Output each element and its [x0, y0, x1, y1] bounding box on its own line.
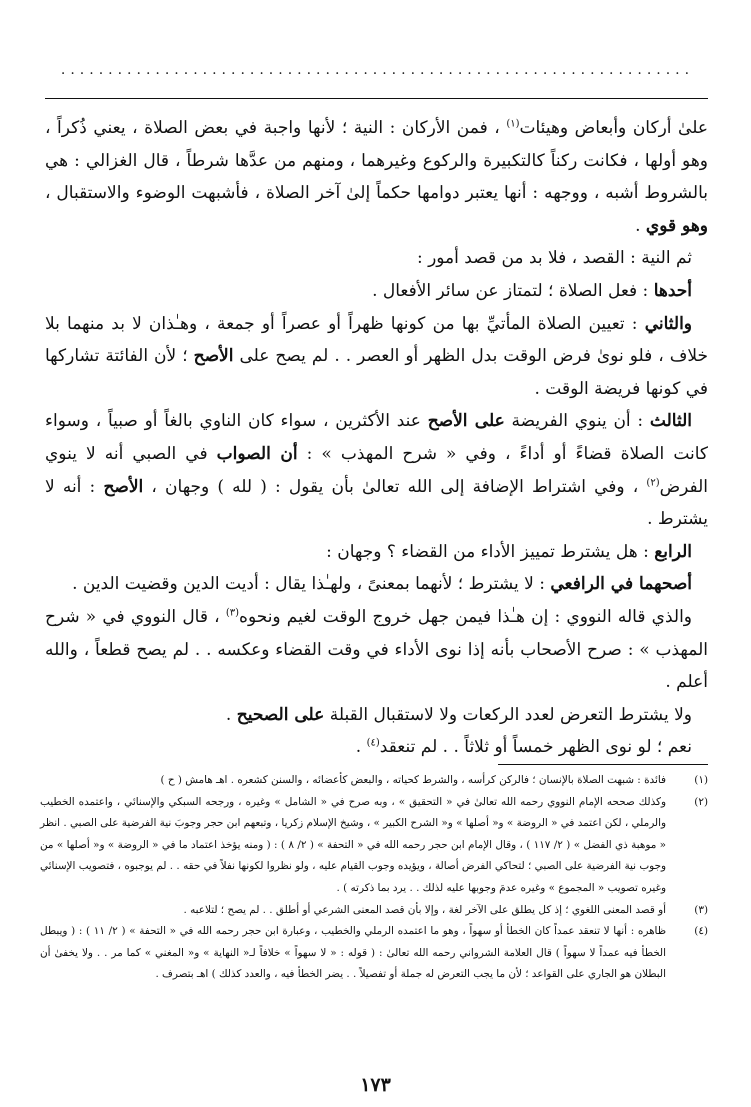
- header-rule: [45, 98, 708, 99]
- footnote-ref-4[interactable]: (٤): [366, 737, 380, 749]
- footnote-number: (١): [694, 774, 708, 786]
- paragraph: أصحهما في الرافعي : لا يشترط ؛ لأنهما بمعنىً ، ولهـٰذا يقال : أديت الدين وقضيت الدين .: [72, 574, 692, 595]
- footnote: [40, 921, 708, 986]
- paragraph: والذي قاله النووي : إن هـٰذا فيمن جهل خروج الوقت لغيم ونحوه$^{(٣)}$ ، قال النووي في « شرح المهذب » : صرح الأصحاب بأنه إذا نوى الأداء في وقت القضاء وعكسه . . لم يصح قطعاً ، والله أعلم .: [45, 606, 708, 693]
- footnote: [40, 792, 708, 900]
- footnote-number: (٤): [694, 925, 708, 938]
- footnote: [40, 900, 708, 922]
- footnote-ref-3[interactable]: (٣): [225, 607, 240, 619]
- footnote-text: أو قصد المعنى اللغوي ؛ إذ كل يطلق على الآخر لغة ، وإلا بأن قصد المعنى الشرعي أو أطلق . . لم يصح ؛ لتلاعبه .: [183, 903, 666, 916]
- footnote-ref-2[interactable]: (٢): [646, 476, 660, 488]
- footnote-text: ظاهره : أنها لا تنعقد عمداً كان الخطأ أو سهواً ، وهو ما اعتمده الرملي والخطيب ، وعبارة ابن حجر رحمه الله في « التحفة » ( ٢/ ١١ ) : ( ويبطل الخطأ فيه عمداً لا سهواً ) قال العلامة الشرواني رحمه الله تعالىٰ : ( قوله : « لا سهواً » خلافاً لـ« النهاية » و« المغني » كما مر . . ولا يخفىٰ أن البطلان هو الجاري على القواعد ؛ لأن ما يجب التعرض له جملة أو تفصيلاً . . يضر الخطأ فيه ، والعدد كذلك ) اهـ بتصرف .: [40, 925, 666, 981]
- page-number: ١٧٣: [360, 1074, 391, 1096]
- paragraph: الثالث : أن ينوي الفريضة على الأصح عند الأكثرين ، سواء كان الناوي بالغاً أو صبياً ، وسواء كانت الصلاة قضاءً أو أداءً ، وفي « شرح المهذب » : أن الصواب في الصبي أنه لا ينوي الفرض$^{(٢)}$ ، وفي اشتراط الإضافة إلى الله تعالىٰ بأن يقول : ( لله ) وجهان ، الأصح : أنه لا يشترط .: [45, 411, 709, 530]
- paragraph: ثم النية : القصد ، فلا بد من قصد أمور :: [416, 248, 692, 269]
- paragraph: والثاني : تعيين الصلاة المأتيِّ بها من كونها ظهراً أو عصراً أو جمعة ، وهـٰذان لا بد منهما بلا خلاف ، فلو نوىٰ فرض الوقت بدل الظهر أو العصر . . لم يصح على الأصح ؛ لأن الفائتة تشاركها في كونها فريضة الوقت .: [45, 313, 708, 399]
- main-text: [45, 112, 708, 764]
- paragraph: علىٰ أركان وأبعاض وهيئات$^{(١)}$ ، فمن الأركان : النية ؛ لأنها واجبة في بعض الصلاة ، يعني ذُكراً ، وهو أولها ، فكانت ركناً كالتكبيرة والركوع وغيرهما ، ومنهم من عدَّها شرطاً ، قال الغزالي : هي بالشروط أشبه ، ووجهه : أنها يعتبر دوامها حكماً إلىٰ آخر الصلاة ، فأشبهت الوضوء والاستقبال ، وهو قوي .: [45, 118, 709, 236]
- footnote-number: (٢): [694, 795, 708, 808]
- paragraph: الرابع : هل يشترط تمييز الأداء من القضاء ؟ وجهان :: [326, 541, 692, 562]
- paragraph: نعم ؛ لو نوى الظهر خمساً أو ثلاثاً . . لم تنعقد$^{(٤)}$ .: [355, 737, 692, 758]
- footnotes: [40, 770, 708, 986]
- footnote-text: فائدة : شبهت الصلاة بالإنسان ؛ فالركن كرأسه ، والشرط كحياته ، والبعض كأعضائه ، والسنن كشعره . اهـ هامش ( ح ): [160, 774, 666, 786]
- paragraph: ولا يشترط التعرض لعدد الركعات ولا لاستقبال القبلة على الصحيح .: [225, 704, 692, 725]
- footnote-separator: [498, 764, 708, 765]
- footnote-text: وكذلك صححه الإمام النووي رحمه الله تعالىٰ في « التحقيق » ، وبه صرح في « الشامل » وغيره ، ورجحه السبكي والإسنائي ، واعتمده الخطيب والرملي ، لكن اعتمد في « الروضة » و« أصلها » و« الشرح الكبير » ، وشيخ الإسلام زكريا ، وتبعهم ابن حجر وجوبَ نية الفرضية على الصبي . انظر « موهبة ذي الفضل » ( ٢/ ١١٧ ) ، وقال الإمام ابن حجر رحمه الله في « التحفة » ( ٢/ ٨ ) : ( ومنه يؤخذ اعتماد ما في « الروضة » و« أصلها » من وجوب نية الفرضية على الصبي ؛ لتحاكي الفرض أصالة ، ويؤيده وجوب القيام عليه ، ولو نظروا لكونها نفلاً في حقه . . لم يوجبوه ، فتصويب الإسنائي وغيره تصويب « المجموع » وغيره عدمَ وجوبها عليه لذلك . . يرد بما ذكرته ) .: [40, 795, 667, 894]
- footnote: [40, 770, 708, 792]
- header-dotted-line: ...................................................................: [60, 62, 695, 78]
- footnote-number: (٣): [694, 903, 708, 916]
- paragraph: أحدها : فعل الصلاة ؛ لتمتاز عن سائر الأفعال .: [372, 280, 692, 301]
- footnote-ref-1[interactable]: (١): [506, 118, 520, 130]
